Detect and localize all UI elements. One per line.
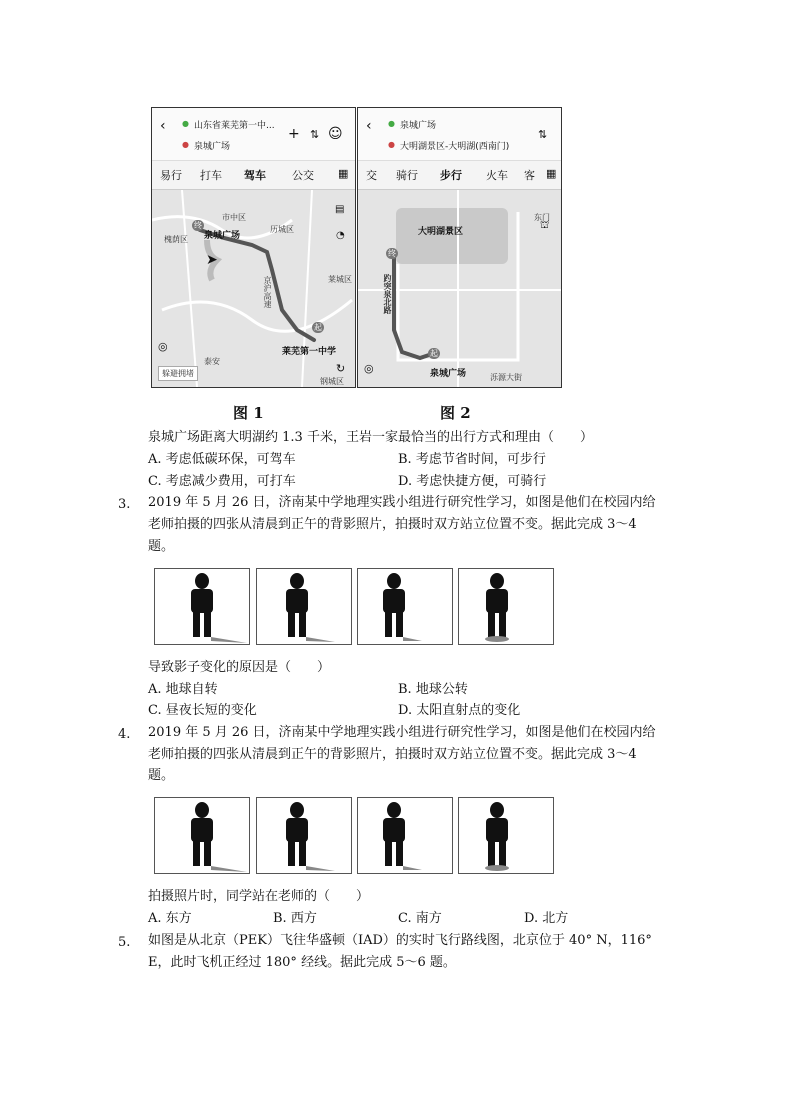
teacher-silhouette-icon (358, 569, 452, 644)
shadow-photo-4 (458, 568, 554, 645)
q2-option-a[interactable]: A. 考虑低碳环保，可驾车 (148, 452, 296, 467)
map-area[interactable] (152, 190, 355, 387)
tab-item[interactable]: 火车 (486, 169, 508, 182)
tab-item[interactable]: 骑行 (396, 169, 418, 182)
q3-option-d[interactable]: D. 太阳直射点的变化 (398, 703, 521, 718)
label-quancheng: 泉城广场 (430, 369, 467, 379)
compass-icon[interactable]: ◔ (336, 230, 345, 241)
label-daminghu: 大明湖景区 (418, 227, 464, 237)
q4-option-b[interactable]: B. 西方 (273, 911, 317, 926)
q4-stem: 拍摄照片时，同学站在老师的（ ） (148, 889, 370, 904)
location-arrow-icon[interactable]: ➤ (206, 252, 218, 268)
tab-item[interactable]: 交 (366, 169, 377, 182)
route-header (358, 108, 561, 161)
teacher-silhouette-icon (459, 569, 553, 644)
refresh-icon[interactable]: ↻ (336, 362, 346, 375)
label-huaiyin: 槐荫区 (164, 235, 188, 244)
route-svg (152, 190, 355, 387)
q5-line-2: E，此时飞机正经过 180° 经线。据此完成 5～6 题。 (148, 955, 456, 970)
q4-option-c[interactable]: C. 南方 (398, 911, 442, 926)
q2-option-c[interactable]: C. 考虑减少费用，可打车 (148, 474, 296, 489)
end-marker-icon: 终 (388, 249, 396, 258)
q3-intro-3: 题。 (148, 539, 175, 554)
route-to[interactable]: 泉城广场 (194, 142, 231, 152)
figure-2-caption: 图 2 (440, 404, 471, 422)
figure-1-map (151, 107, 356, 388)
q4-option-a[interactable]: A. 东方 (148, 911, 192, 926)
q2-option-b[interactable]: B. 考虑节省时间，可步行 (398, 452, 546, 467)
q2-stem: 泉城广场距离大明湖约 1.3 千米，王岩一家最恰当的出行方式和理由（ ） (148, 430, 593, 445)
q4-intro-3: 题。 (148, 768, 175, 783)
teacher-silhouette-icon (459, 798, 553, 873)
map-area[interactable] (358, 190, 561, 387)
end-dot-icon: ● (388, 140, 395, 149)
q3-stem: 导致影子变化的原因是（ ） (148, 660, 331, 675)
q2-option-d[interactable]: D. 考虑快捷方便，可骑行 (398, 474, 547, 489)
transport-tabs (152, 161, 355, 190)
tab-item[interactable]: 公交 (292, 169, 314, 182)
q4-intro-1: 2019 年 5 月 26 日，济南某中学地理实践小组进行研究性学习，如图是他们在校园内给 (148, 725, 656, 740)
label-road: 趵突泉北路 (383, 274, 392, 314)
q3-intro-2: 老师拍摄的四张从清晨到正午的背影照片，拍摄时双方站立位置不变。据此完成 3～4 (148, 517, 637, 532)
tab-item[interactable]: 易行 (160, 169, 182, 182)
q3-number: 3. (118, 497, 131, 512)
q5-number: 5. (118, 935, 131, 950)
teacher-silhouette-icon (155, 798, 249, 873)
grid-icon[interactable]: ▦ (546, 167, 557, 180)
teacher-silhouette-icon (358, 798, 452, 873)
shadow-photo-3 (357, 568, 453, 645)
tab-item[interactable]: 客 (524, 169, 535, 182)
locate-icon[interactable]: ◎ (364, 362, 374, 375)
start-dot-icon: ● (388, 119, 395, 128)
start-marker-icon: 终 (194, 221, 202, 230)
figure-2-map (357, 107, 562, 388)
teacher-silhouette-icon (257, 798, 351, 873)
swap-icon[interactable]: ⇅ (310, 128, 320, 141)
label-quancheng: 泉城广场 (204, 231, 241, 241)
shadow-photo-1 (154, 568, 250, 645)
label-laicheng: 莱城区 (328, 275, 352, 284)
figure-1-caption: 图 1 (233, 404, 264, 422)
q5-line-1: 如图是从北京（PEK）飞往华盛顿（IAD）的实时飞行路线图，北京位于 40° N，116° (148, 933, 652, 948)
shadow-photo-2 (256, 797, 352, 874)
add-icon[interactable]: + (288, 126, 300, 142)
q3-intro-1: 2019 年 5 月 26 日，济南某中学地理实践小组进行研究性学习，如图是他们在校园内给 (148, 495, 656, 510)
q3-option-b[interactable]: B. 地球公转 (398, 682, 468, 697)
label-luoyuan: 泺源大街 (490, 373, 522, 382)
q4-intro-2: 老师拍摄的四张从清晨到正午的背影照片，拍摄时双方站立位置不变。据此完成 3～4 (148, 747, 637, 762)
label-expressway: 京沪高速 (263, 276, 272, 308)
teacher-silhouette-icon (155, 569, 249, 644)
back-icon[interactable]: ‹ (366, 118, 372, 134)
route-to[interactable]: 大明湖景区-大明湖(西南门) (400, 142, 510, 152)
grid-icon[interactable]: ▦ (338, 167, 349, 180)
q3-option-a[interactable]: A. 地球自转 (148, 682, 218, 697)
label-laiwu: 莱芜第一中学 (282, 347, 337, 357)
shadow-photo-1 (154, 797, 250, 874)
route-header (152, 108, 355, 161)
shadow-photo-2 (256, 568, 352, 645)
label-gangcheng: 钢城区 (320, 377, 344, 386)
q4-option-d[interactable]: D. 北方 (524, 911, 569, 926)
route-from[interactable]: 山东省莱芜第一中... (194, 121, 275, 131)
tab-item[interactable]: 打车 (200, 169, 222, 182)
layers-icon[interactable]: ▤ (335, 204, 345, 215)
start-marker-icon: 起 (430, 349, 438, 358)
label-shizhong: 市中区 (222, 213, 246, 222)
q3-option-c[interactable]: C. 昼夜长短的变化 (148, 703, 257, 718)
scenic-icon[interactable]: ⛫ (540, 220, 550, 231)
end-marker-icon: 起 (314, 323, 322, 332)
label-dong: 东门 (534, 213, 550, 222)
label-lixia: 历城区 (270, 225, 294, 234)
transport-tabs (358, 161, 561, 190)
swap-icon[interactable]: ⇅ (538, 128, 548, 141)
locate-icon[interactable]: ◎ (158, 340, 168, 353)
tab-item-active[interactable]: 驾车 (244, 169, 266, 182)
back-icon[interactable]: ‹ (160, 118, 166, 134)
avoid-traffic-button[interactable]: 躲避拥堵 (158, 366, 198, 381)
label-taian: 泰安 (204, 357, 220, 366)
tab-item-active[interactable]: 步行 (440, 169, 462, 182)
route-from[interactable]: 泉城广场 (400, 121, 437, 131)
shadow-photo-4 (458, 797, 554, 874)
assistant-icon[interactable]: ☺ (328, 126, 343, 142)
shadow-photo-3 (357, 797, 453, 874)
teacher-silhouette-icon (257, 569, 351, 644)
q4-number: 4. (118, 727, 131, 742)
end-dot-icon: ● (182, 140, 189, 149)
start-dot-icon: ● (182, 119, 189, 128)
